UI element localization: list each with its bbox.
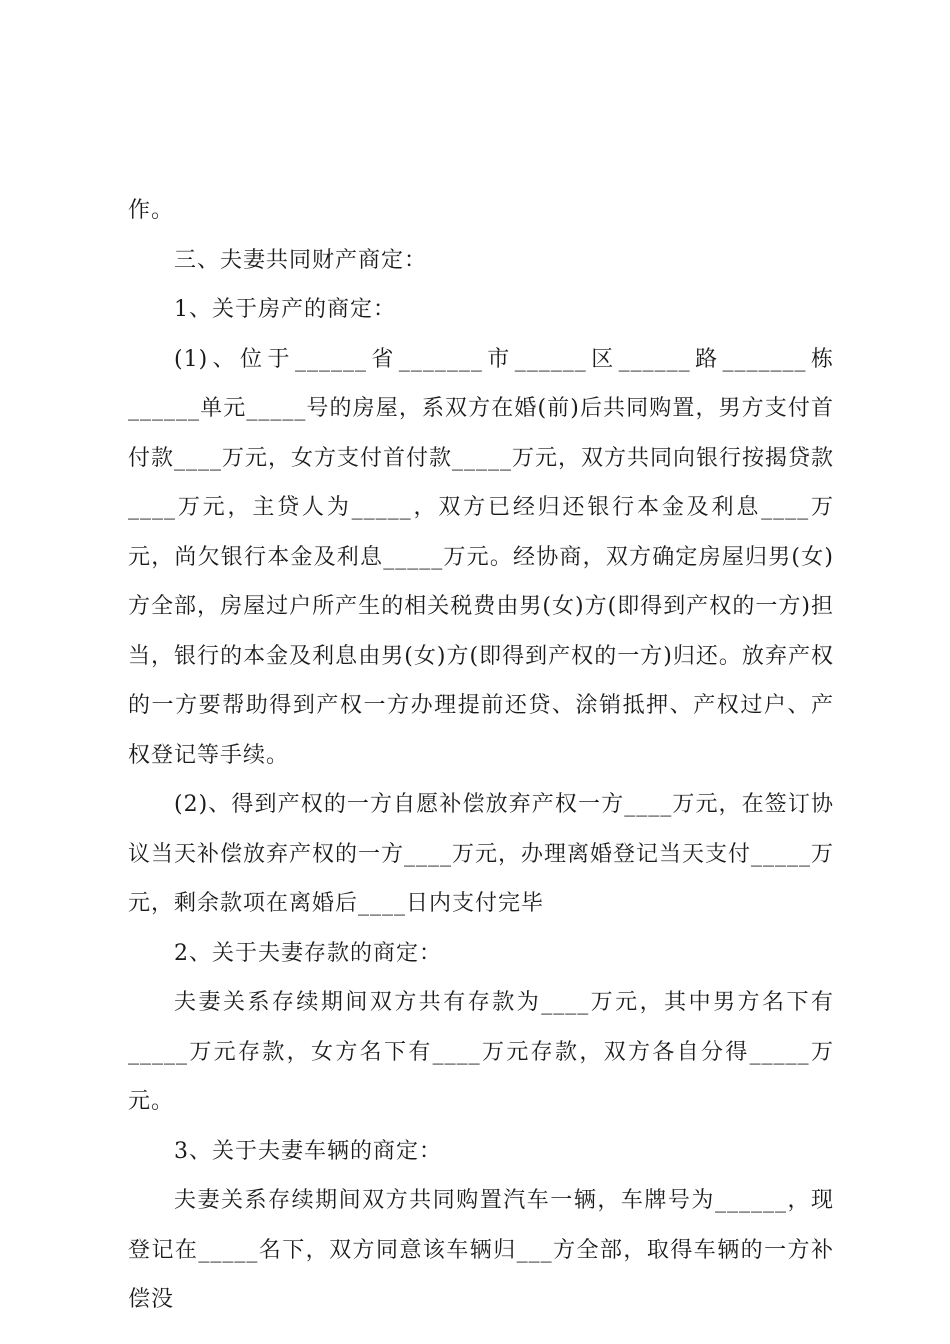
subsection-heading-vehicle: 3、关于夫妻车辆的商定：	[174, 1138, 442, 1164]
paragraph-savings-clause: 夫妻关系存续期间双方共有存款为____万元，其中男方名下有_____万元存款，女方名下有____万元存款，双方各自分得_____万元。	[128, 990, 834, 1114]
subsection-heading-savings: 2、关于夫妻存款的商定：	[174, 940, 442, 966]
section-heading-joint-property: 三、夫妻共同财产商定：	[174, 247, 428, 273]
paragraph-real-estate-clause-1: (1)、位于______省_______市______区______路_______栋______单元_____号的房屋，系双方在婚(前)后共同购置，男方支付首付款____万元，女方支付首付款_____万元，双方共同向银行按揭贷款____万元，主贷人为_____，双方已经归还银行本金及利息____万元，尚欠银行本金及利息_____万元。经协商，双方确定房屋归男(女)方全部，房屋过户所产生的相关税费由男(女)方(即得到产权的一方)担当，银行的本金及利息由男(女)方(即得到产权的一方)归还。放弃产权的一方要帮助得到产权一方办理提前还贷、涂销抵押、产权过户、产权登记等手续。	[128, 346, 835, 768]
paragraph-real-estate-clause-2: (2)、得到产权的一方自愿补偿放弃产权一方____万元，在签订协议当天补偿放弃产权的一方____万元，办理离婚登记当天支付_____万元，剩余款项在离婚后____日内支付完毕	[128, 792, 835, 916]
document-body	[128, 186, 834, 1325]
paragraph-continuation: 作。	[128, 198, 175, 223]
paragraph-vehicle-clause: 夫妻关系存续期间双方共同购置汽车一辆，车牌号为______，现登记在_____名下，双方同意该车辆归___方全部，取得车辆的一方补偿没	[128, 1188, 834, 1312]
subsection-heading-real-estate: 1、关于房产的商定：	[174, 297, 396, 322]
